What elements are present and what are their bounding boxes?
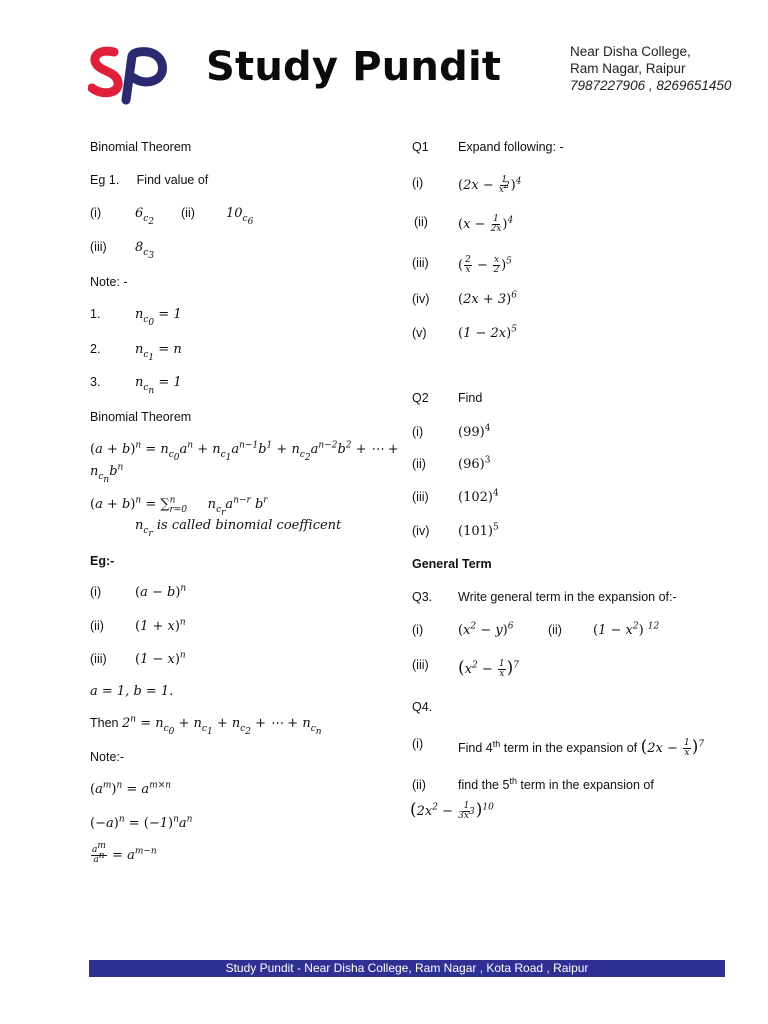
power-rule-2: $(-a)^n = (-1)^na^n$ xyxy=(90,814,193,831)
q4-ii: (ii) find the 5th term in the expansion of xyxy=(412,775,654,792)
study-pundit-logo xyxy=(88,42,168,106)
example-1: Eg 1. Find value of xyxy=(90,173,209,187)
eg-row-2: (ii) $(1 + x)^n$ xyxy=(90,617,186,634)
eg-row-3: (iii) $(1 - x)^n$ xyxy=(90,650,186,667)
binomial-sum-formula: $(a + b)^n = \sum^n_{r=0}$ $n_{c_r}a^{n-r}$ $b^r$ xyxy=(90,495,268,518)
power-rule-3: $\frac{a^m}{a^n}$ = $a^{m-n}$ xyxy=(92,841,157,865)
eg-heading: Eg:- xyxy=(90,554,115,568)
q1-iv: (iv) $(2x + 3)^6$ xyxy=(412,290,517,307)
phone-numbers: 7987227906 , 8269651450 xyxy=(570,78,732,93)
q1-i: (i) (2x − $\frac{1}{x^2}$ )$^4$ xyxy=(412,175,522,195)
binomial-coefficient-note: $n_{c_r}$ is called binomial coefficent xyxy=(135,518,342,539)
address-line-1: Near Disha College, xyxy=(570,44,691,59)
power-rule-1: $(a^m)^n = a^{m\times n}$ xyxy=(90,780,172,797)
q2-ii: (ii) $(96)^3$ xyxy=(412,455,491,472)
eg1-row-2: (iii) $8_{c_3}$ xyxy=(90,240,155,261)
q3-row-1: (i) $(x^2 - y)^6$ (ii) $(1 - x^2)$ $^{12}$ xyxy=(412,621,660,638)
q4-i: (i) Find 4th term in the expansion of (2x − $\frac{1}{x}$ )$^7$ xyxy=(412,737,705,758)
then-formula: Then $2^n = n_{c_0} + n_{c_1} + n_{c_2}$ + ⋯ + $n_{c_n}$ xyxy=(90,714,322,737)
ab-values: a = 1, b = 1. xyxy=(90,684,174,699)
q1-ii: (ii) (x − $\frac{1}{2x}$ )$^4$ xyxy=(414,214,514,234)
section-title: Binomial Theorem xyxy=(90,140,192,154)
note-heading: Note: - xyxy=(90,275,128,289)
address-line-2: Ram Nagar, Raipur xyxy=(570,61,686,76)
q2: Q2 Find xyxy=(412,391,483,405)
brand-title: Study Pundit xyxy=(206,44,502,90)
eg-row-1: (i) $(a - b)^n$ xyxy=(90,583,187,600)
address-block xyxy=(570,43,731,94)
footer-bar: Study Pundit - Near Disha College, Ram Nagar , Kota Road , Raipur xyxy=(89,960,725,977)
q2-iv: (iv) $(101)^5$ xyxy=(412,522,499,539)
eg1-row-1: (i) $6_{c_2}$ (ii) $10_{c_6}$ xyxy=(90,206,254,227)
q2-i: (i) $(99)^4$ xyxy=(412,423,491,440)
note-heading-2: Note:- xyxy=(90,750,125,764)
section-title-2: Binomial Theorem xyxy=(90,410,192,424)
note-2: 2. $n_{c_1} = n$ xyxy=(90,342,182,363)
binomial-formula: $(a + b)^n = n_{c_0}a^n + n_{c_1}a^{n-1}b^1 + n_{c_2}a^{n-2}b^2$ + ⋯ + xyxy=(90,440,399,463)
q1-iii: (iii) ( $\frac{2}{x}$ − $\frac{x}{2}$ )$^5$ xyxy=(412,255,512,275)
binomial-formula-cont: $n_{c_n}b^n$ xyxy=(90,462,124,485)
q1: Q1 Expand following: - xyxy=(412,140,564,154)
q4: Q4. xyxy=(412,700,433,714)
q3: Q3. Write general term in the expansion of:- xyxy=(412,590,677,604)
note-3: 3. $n_{c_n} = 1$ xyxy=(90,375,182,396)
q4-ii-expression: ($2x^2$ − $\frac{1}{3x^3}$ )$^{10}$ xyxy=(410,800,494,821)
q1-v: (v) $(1 - 2x)^5$ xyxy=(412,324,517,341)
q2-iii: (iii) $(102)^4$ xyxy=(412,488,499,505)
q3-row-2: (iii) ($x^2$ − $\frac{1}{x}$ )$^7$ xyxy=(412,658,519,679)
note-1: 1. $n_{c_0} = 1$ xyxy=(90,307,182,328)
general-term-heading: General Term xyxy=(412,557,492,571)
